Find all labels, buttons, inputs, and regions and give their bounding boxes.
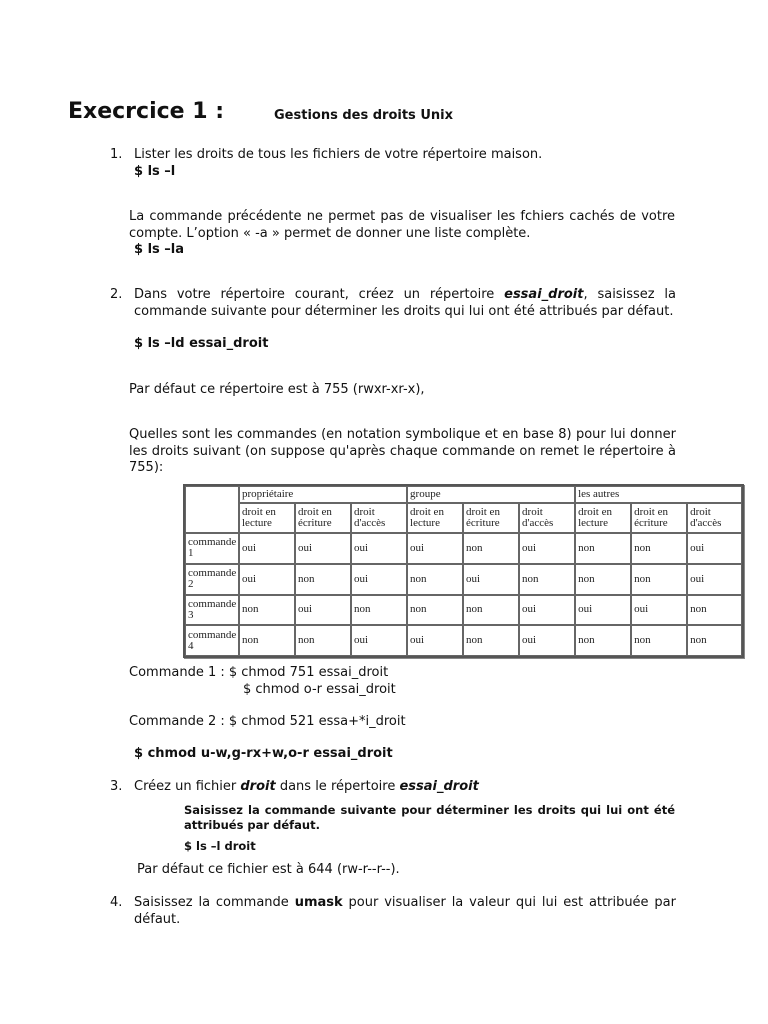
table-cell: oui bbox=[239, 533, 295, 564]
exercise-title: Execrcice 1 : bbox=[68, 99, 224, 124]
answer-2-line-2: $ chmod u-w,g-rx+w,o-r essai_droit bbox=[134, 746, 393, 761]
table-cell: non bbox=[687, 595, 742, 626]
subheader-cell: droit en écriture bbox=[463, 503, 519, 533]
table-cell: non bbox=[463, 533, 519, 564]
table-cell: oui bbox=[351, 564, 407, 595]
item-2-dirname: essai_droit bbox=[504, 287, 584, 302]
table-cell: oui bbox=[239, 564, 295, 595]
subheader-cell: droit en lecture bbox=[239, 503, 295, 533]
table-cell: oui bbox=[687, 533, 742, 564]
item-2-question: Quelles sont les commandes (en notation symbolique et en base 8) pour lui donner les droits suivant (on suppose qu'après chaque commande on remet le répertoire à 755): bbox=[129, 427, 676, 475]
table-cell: non bbox=[295, 564, 351, 595]
item-2-text bbox=[134, 287, 676, 320]
subheader-cell: droit en lecture bbox=[407, 503, 463, 533]
item-3-text bbox=[134, 779, 694, 796]
row-label: commande 2 bbox=[185, 564, 239, 595]
item-1-command-2: $ ls –la bbox=[134, 242, 185, 257]
table-cell: oui bbox=[407, 625, 463, 656]
group-header-autres: les autres bbox=[575, 486, 742, 503]
item-1-number: 1. bbox=[110, 147, 123, 162]
table-cell: oui bbox=[519, 595, 575, 626]
table-row bbox=[185, 595, 742, 626]
item-3-default: Par défaut ce fichier est à 644 (rw-r--r--). bbox=[137, 862, 400, 877]
table-cell: non bbox=[631, 564, 687, 595]
item-3-instruction: Saisissez la commande suivante pour déterminer les droits qui lui ont été attribués par défaut. bbox=[184, 803, 675, 832]
table-cell: non bbox=[575, 533, 631, 564]
table-cell: non bbox=[519, 564, 575, 595]
subheader-cell: droit d'accès bbox=[351, 503, 407, 533]
table-cell: oui bbox=[295, 595, 351, 626]
group-header-groupe: groupe bbox=[407, 486, 575, 503]
table-corner bbox=[185, 486, 239, 533]
subheader-cell: droit en écriture bbox=[631, 503, 687, 533]
table-cell: non bbox=[575, 564, 631, 595]
table-cell: non bbox=[463, 595, 519, 626]
permissions-table bbox=[183, 484, 744, 658]
item-4-text-post: pour visualiser la valeur qui lui est attribuée par défaut. bbox=[134, 895, 676, 927]
item-3-number: 3. bbox=[110, 779, 123, 794]
item-3-command: $ ls –l droit bbox=[184, 839, 256, 853]
item-3-text-pre: Créez un fichier bbox=[134, 779, 241, 794]
item-1-note: La commande précédente ne permet pas de visualiser les fchiers cachés de votre compte. L’option « -a » permet de donner une liste complète. bbox=[129, 209, 675, 241]
item-4-text-pre: Saisissez la commande bbox=[134, 895, 295, 910]
table-cell: oui bbox=[463, 564, 519, 595]
row-label: commande 1 bbox=[185, 533, 239, 564]
subheader-cell: droit en lecture bbox=[575, 503, 631, 533]
table-row bbox=[185, 625, 742, 656]
item-2-text-post: , saisissez la commande suivante pour déterminer les droits qui lui ont été attribués par défaut. bbox=[134, 287, 676, 319]
item-1-text: Lister les droits de tous les fichiers de votre répertoire maison. bbox=[134, 147, 543, 162]
subheader-cell: droit d'accès bbox=[687, 503, 742, 533]
table-cell: non bbox=[295, 625, 351, 656]
table-cell: oui bbox=[519, 533, 575, 564]
table-cell: non bbox=[351, 595, 407, 626]
row-label: commande 4 bbox=[185, 625, 239, 656]
item-3-dirname: essai_droit bbox=[399, 779, 479, 794]
table-cell: oui bbox=[687, 564, 742, 595]
table-cell: non bbox=[575, 625, 631, 656]
table-cell: non bbox=[407, 595, 463, 626]
row-label: commande 3 bbox=[185, 595, 239, 626]
item-2-command: $ ls –ld essai_droit bbox=[134, 336, 269, 351]
item-4-text bbox=[134, 895, 676, 928]
subheader-cell: droit d'accès bbox=[519, 503, 575, 533]
table-row bbox=[185, 533, 742, 564]
answer-1-line-1: Commande 1 : $ chmod 751 essai_droit bbox=[129, 665, 389, 680]
item-2-text-pre: Dans votre répertoire courant, créez un répertoire bbox=[134, 287, 505, 302]
subheader-cell: droit en écriture bbox=[295, 503, 351, 533]
table-cell: oui bbox=[631, 595, 687, 626]
exercise-subtitle: Gestions des droits Unix bbox=[274, 108, 453, 123]
answer-1-line-2: $ chmod o-r essai_droit bbox=[243, 682, 396, 697]
table-cell: non bbox=[631, 625, 687, 656]
table-cell: non bbox=[631, 533, 687, 564]
table-cell: non bbox=[463, 625, 519, 656]
table-cell: oui bbox=[351, 625, 407, 656]
table-row bbox=[185, 564, 742, 595]
table-cell: oui bbox=[351, 533, 407, 564]
table-cell: oui bbox=[407, 533, 463, 564]
item-4-number: 4. bbox=[110, 895, 123, 910]
answer-2-line-1: Commande 2 : $ chmod 521 essa+*i_droit bbox=[129, 714, 406, 729]
item-2-default: Par défaut ce répertoire est à 755 (rwxr-xr-x), bbox=[129, 382, 425, 397]
table-cell: non bbox=[687, 625, 742, 656]
table-cell: non bbox=[239, 625, 295, 656]
table-cell: oui bbox=[295, 533, 351, 564]
item-3-text-mid: dans le répertoire bbox=[275, 779, 400, 794]
item-4-umask: umask bbox=[294, 895, 343, 910]
table-cell: non bbox=[239, 595, 295, 626]
item-1-command: $ ls –l bbox=[134, 164, 176, 179]
group-header-proprietaire: propriétaire bbox=[239, 486, 407, 503]
table-cell: oui bbox=[519, 625, 575, 656]
item-2-number: 2. bbox=[110, 287, 123, 302]
table-cell: non bbox=[407, 564, 463, 595]
table-cell: oui bbox=[575, 595, 631, 626]
item-3-filename: droit bbox=[240, 779, 276, 794]
